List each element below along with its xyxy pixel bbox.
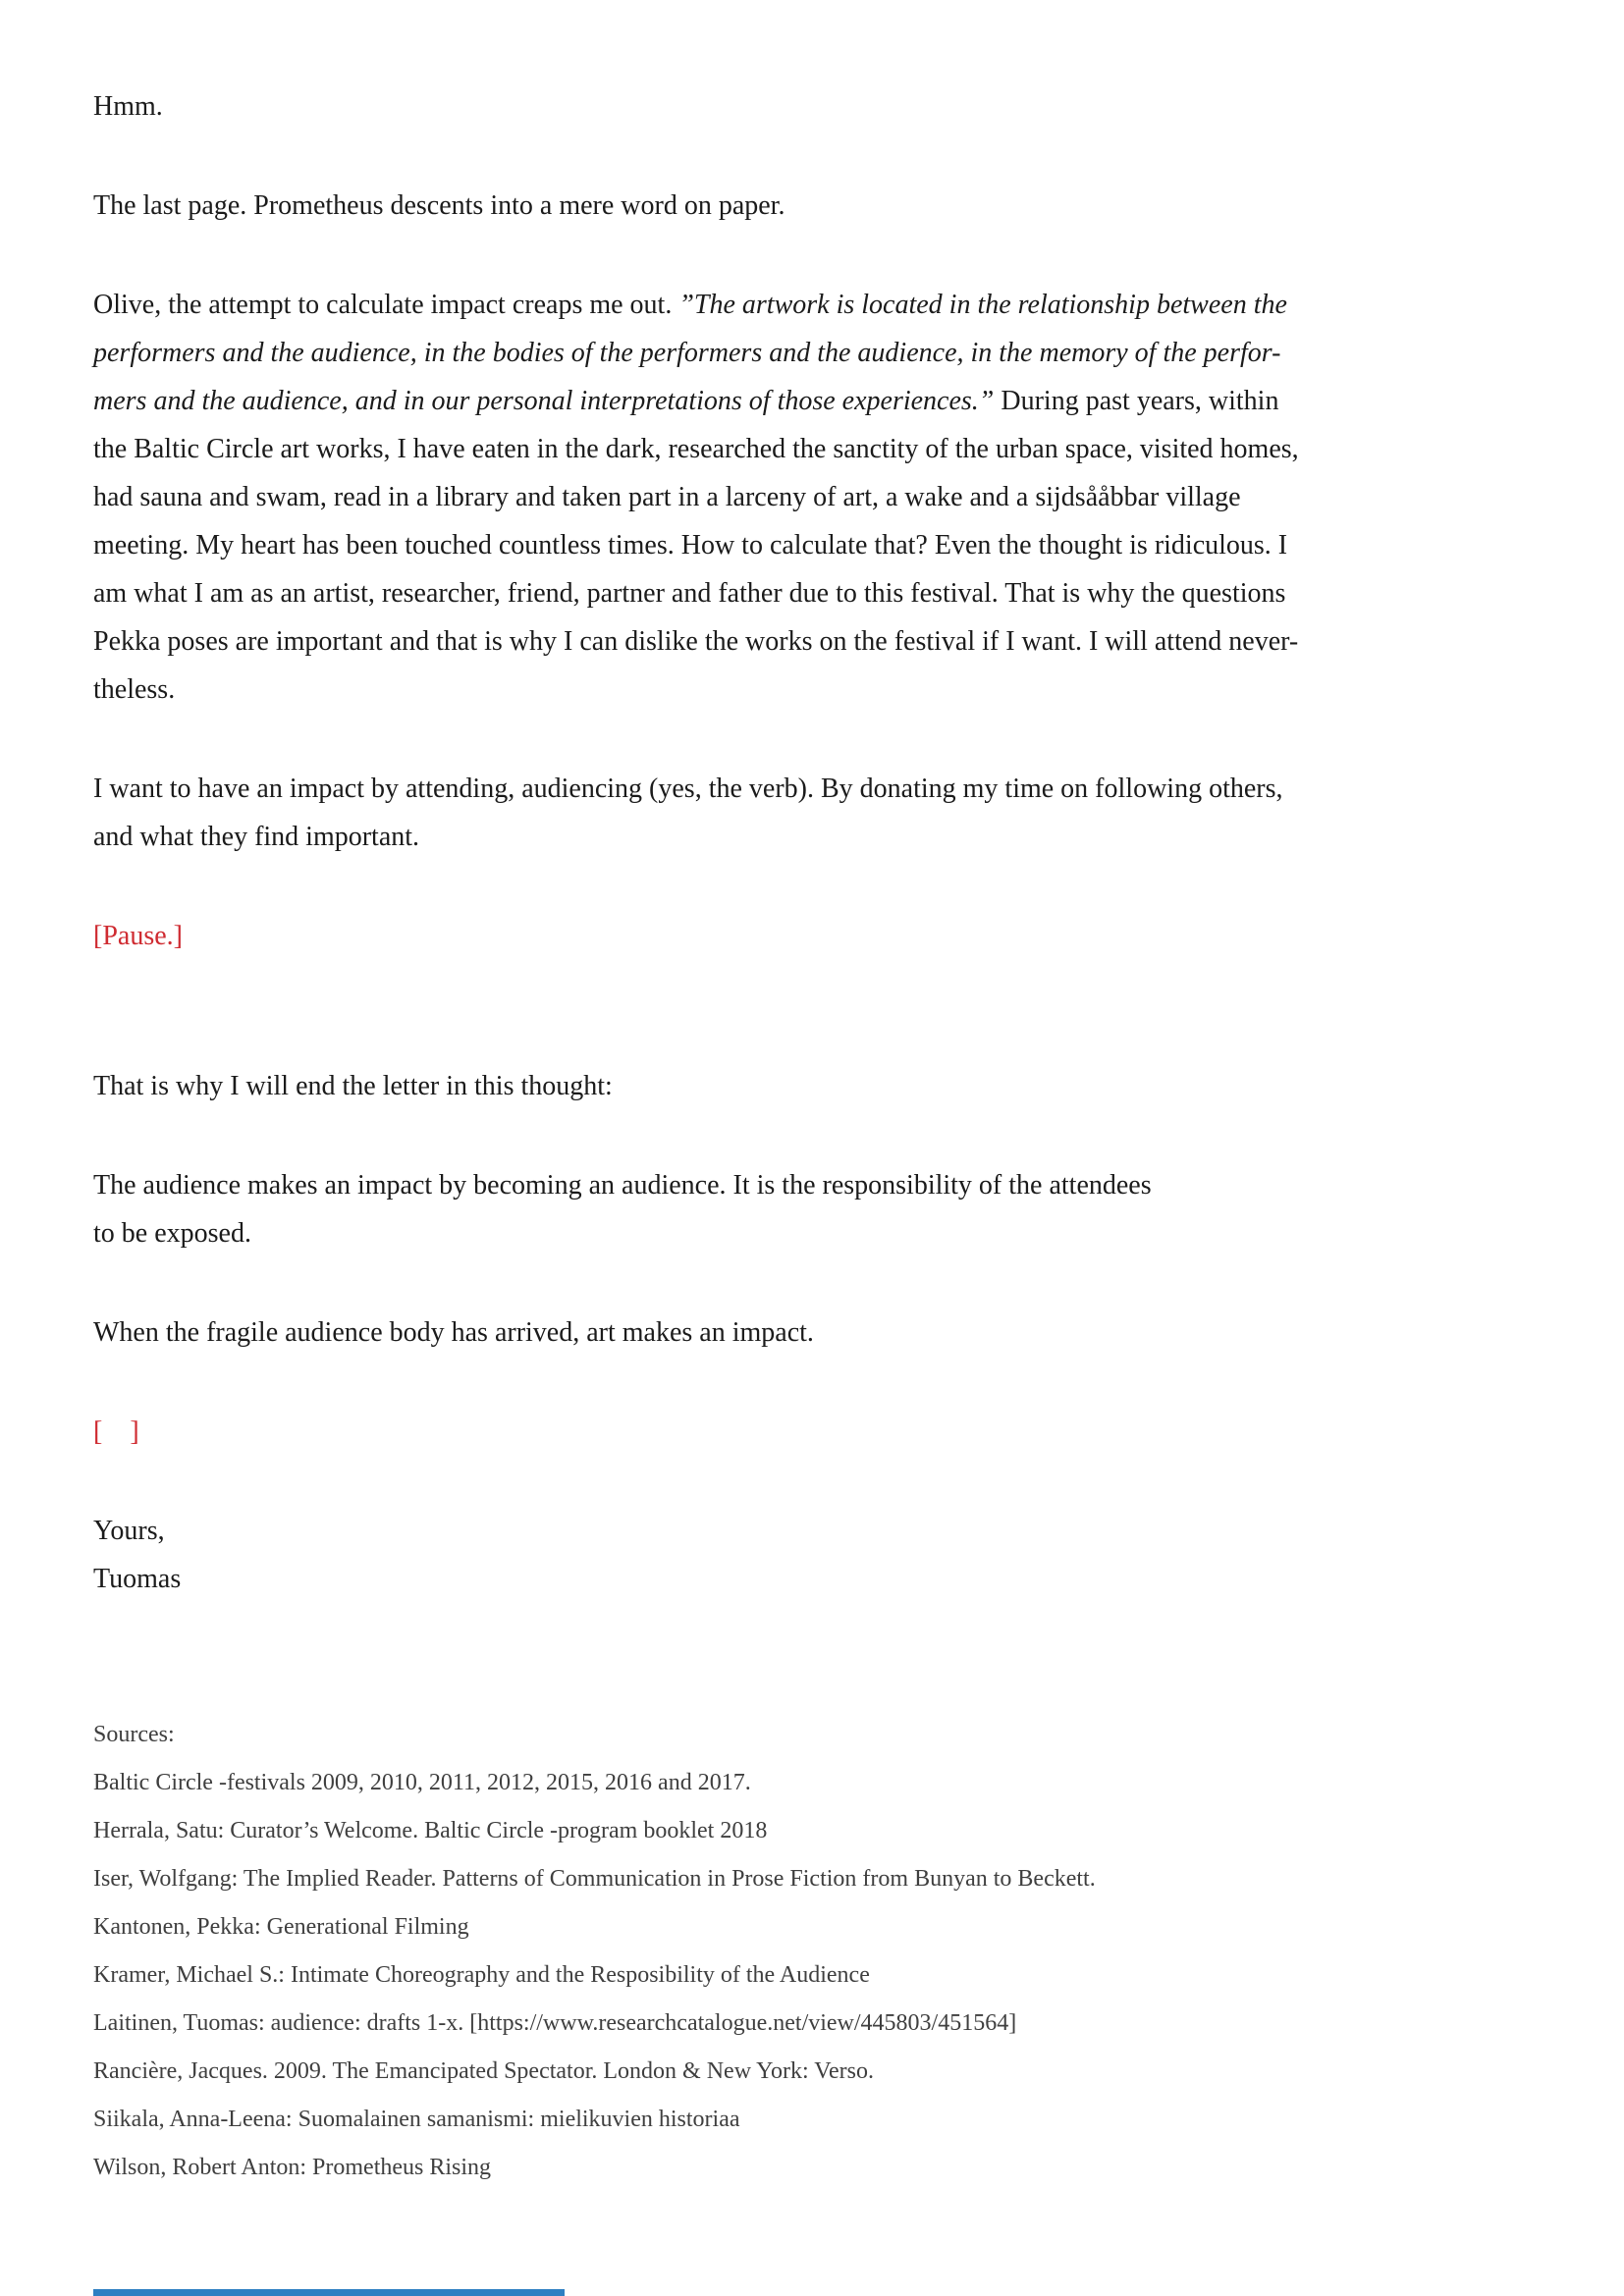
footer-accent-bar bbox=[93, 2289, 565, 2296]
quote-text: mers and the audience, and in our personal interpretations of those experiences.” bbox=[93, 386, 995, 416]
source-item: Laitinen, Tuomas: audience: drafts 1-x. [https://www.researchcatalogue.net/view/445803/451564] bbox=[93, 2010, 1017, 2036]
letter-text: to be exposed. bbox=[93, 1218, 251, 1249]
pause-marker bbox=[93, 912, 1532, 960]
quote-text: ”The artwork is located in the relationship between the bbox=[678, 290, 1287, 320]
letter-line bbox=[93, 666, 1532, 714]
empty-brackets-marker bbox=[93, 1408, 1532, 1456]
paragraph-hmm bbox=[93, 82, 1532, 131]
source-item: Rancière, Jacques. 2009. The Emancipated Spectator. London & New York: Verso. bbox=[93, 2058, 874, 2084]
source-item: Baltic Circle -festivals 2009, 2010, 2011, 2012, 2015, 2016 and 2017. bbox=[93, 1770, 751, 1795]
letter-line bbox=[93, 377, 1532, 425]
letter-text: meeting. My heart has been touched countless times. How to calculate that? Even the thought is ridiculous. I bbox=[93, 530, 1288, 561]
pause-text: [Pause.] bbox=[93, 921, 183, 951]
letter-text: and what they find important. bbox=[93, 822, 420, 852]
quote-text: performers and the audience, in the bodies of the performers and the audience, in the memory of the perfor- bbox=[93, 338, 1281, 368]
paragraph-end-letter bbox=[93, 1062, 1532, 1110]
letter-text: Pekka poses are important and that is why I can dislike the works on the festival if I want. I will attend never- bbox=[93, 626, 1299, 657]
source-item: Siikala, Anna-Leena: Suomalainen samanismi: mielikuvien historiaa bbox=[93, 2107, 740, 2132]
letter-text: am what I am as an artist, researcher, friend, partner and father due to this festival. That is why the questions bbox=[93, 578, 1286, 609]
letter-text: Olive, the attempt to calculate impact creaps me out. bbox=[93, 290, 679, 320]
source-item: Kantonen, Pekka: Generational Filming bbox=[93, 1914, 469, 1940]
source-item: Kramer, Michael S.: Intimate Choreography and the Resposibility of the Audience bbox=[93, 1962, 870, 1988]
letter-line bbox=[93, 569, 1532, 617]
paragraph-audience-impact bbox=[93, 1161, 1532, 1257]
source-item: Iser, Wolfgang: The Implied Reader. Patterns of Communication in Prose Fiction from Bunyan to Beckett. bbox=[93, 1866, 1096, 1892]
letter-text: theless. bbox=[93, 674, 176, 705]
letter-line bbox=[93, 329, 1532, 377]
paragraph-last-page bbox=[93, 182, 1532, 230]
letter-line bbox=[93, 521, 1532, 569]
letter-line bbox=[93, 425, 1532, 473]
sources-heading: Sources: bbox=[93, 1722, 175, 1747]
letter-text: When the fragile audience body has arrived, art makes an impact. bbox=[93, 1317, 814, 1348]
paragraph-fragile-audience bbox=[93, 1308, 1532, 1357]
letter-line bbox=[93, 473, 1532, 521]
letter-text: The audience makes an impact by becoming an audience. It is the responsibility of the attendees bbox=[93, 1170, 1152, 1201]
letter-text: The last page. Prometheus descents into a mere word on paper. bbox=[93, 190, 785, 221]
letter-text: the Baltic Circle art works, I have eaten in the dark, researched the sanctity of the urban space, visited homes, bbox=[93, 434, 1299, 464]
paragraph-i-want bbox=[93, 765, 1532, 861]
source-item: Wilson, Robert Anton: Prometheus Rising bbox=[93, 2155, 492, 2180]
letter-text: That is why I will end the letter in this thought: bbox=[93, 1071, 613, 1101]
signature-closing: Yours, bbox=[93, 1516, 165, 1546]
letter-text: Hmm. bbox=[93, 91, 163, 122]
brackets-text: [ ] bbox=[93, 1416, 139, 1447]
sources-section bbox=[93, 1711, 1532, 2192]
paragraph-olive-quote bbox=[93, 281, 1532, 714]
letter-text: During past years, within bbox=[994, 386, 1279, 416]
letter-text: had sauna and swam, read in a library and taken part in a larceny of art, a wake and a sijdsååbbar village bbox=[93, 482, 1241, 512]
letter-text: I want to have an impact by attending, audiencing (yes, the verb). By donating my time on following others, bbox=[93, 774, 1283, 804]
signature bbox=[93, 1507, 1532, 1603]
letter-body bbox=[93, 82, 1532, 2192]
letter-line bbox=[93, 281, 1532, 329]
letter-line bbox=[93, 617, 1532, 666]
signature-name: Tuomas bbox=[93, 1564, 182, 1594]
source-item: Herrala, Satu: Curator’s Welcome. Baltic Circle -program booklet 2018 bbox=[93, 1818, 768, 1843]
